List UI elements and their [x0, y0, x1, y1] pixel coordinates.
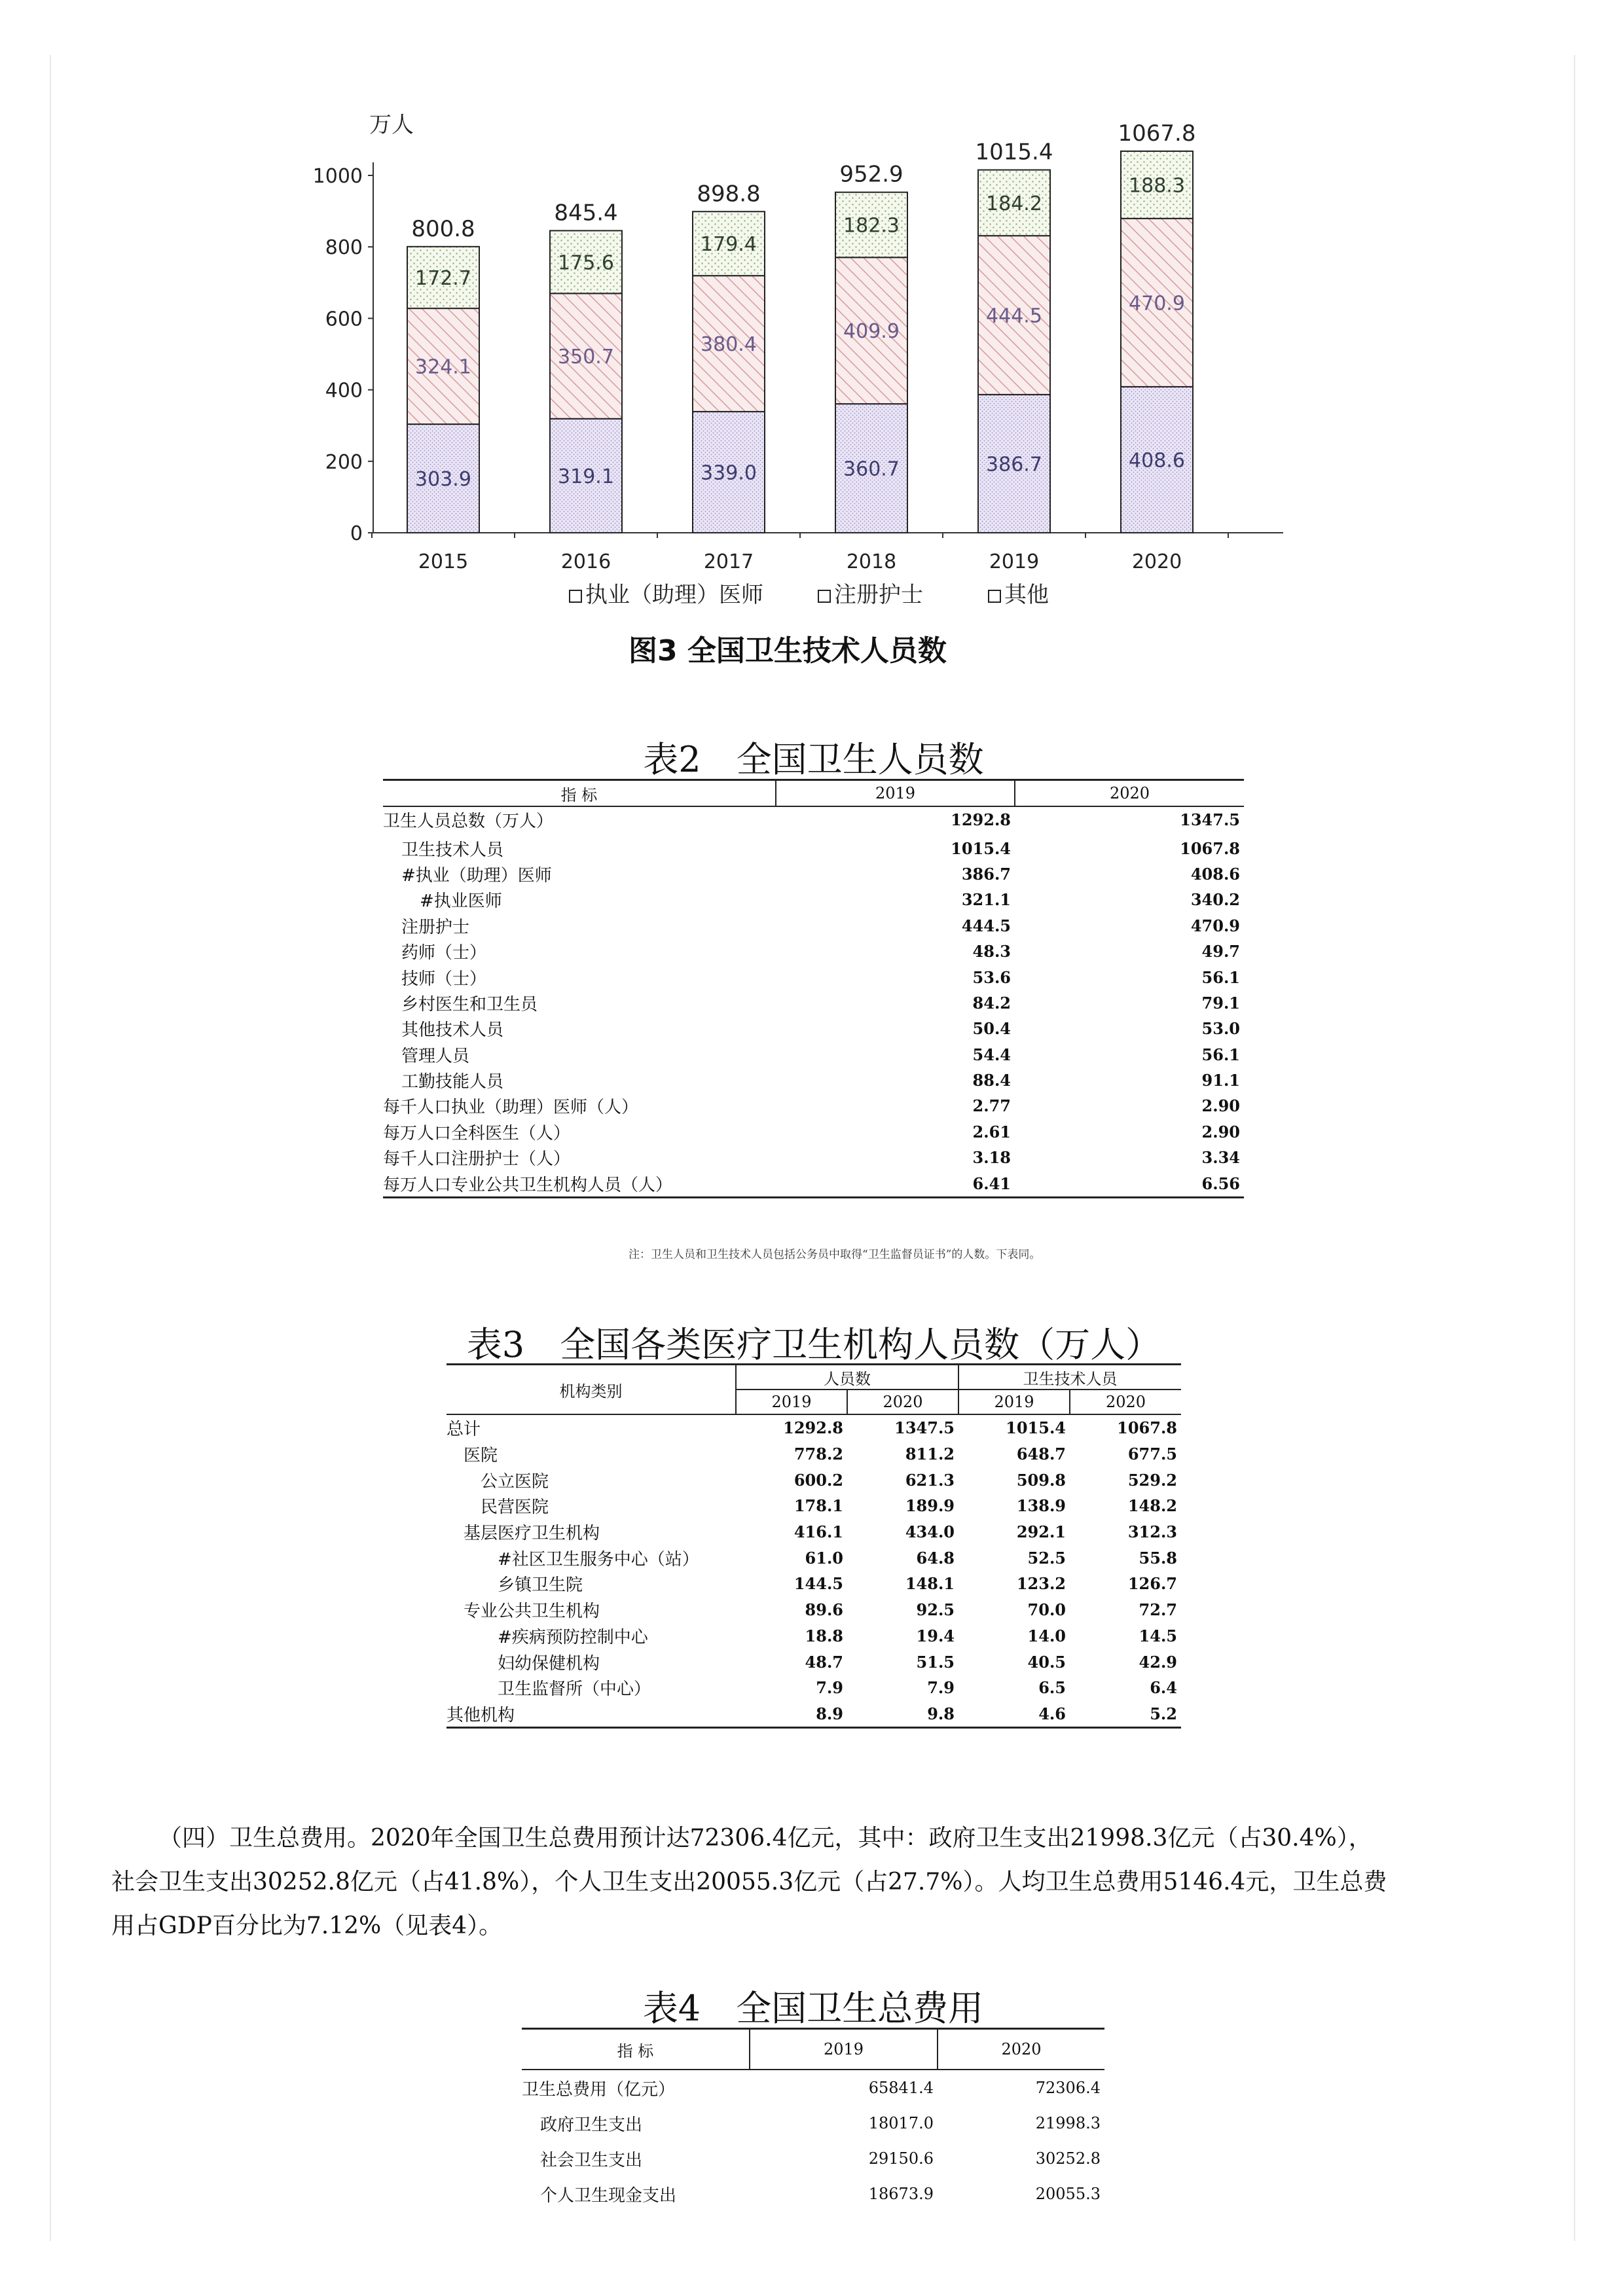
- table3-cell-c: 14.0: [1027, 1626, 1066, 1645]
- table4-row-label: 政府卫生支出: [540, 2115, 643, 2135]
- table3-cell-d: 5.2: [1150, 1704, 1177, 1723]
- table4-row-label: 社会卫生支出: [540, 2150, 643, 2170]
- x-tick-label: 2015: [418, 550, 469, 573]
- table2-row: [383, 1093, 1244, 1119]
- table2-cell-v2019: 1292.8: [951, 810, 1011, 830]
- table3-cell-d: 55.8: [1139, 1548, 1177, 1568]
- table3-cell-b: 64.8: [916, 1548, 955, 1568]
- table2-row: [383, 1145, 1244, 1170]
- y-tick-label: 1000: [312, 165, 363, 188]
- table2-row-label: 每千人口注册护士（人）: [383, 1149, 571, 1170]
- table2-cell-v2019: 2.77: [972, 1096, 1011, 1116]
- table3-cell-b: 148.1: [905, 1574, 955, 1594]
- y-tick-label: 0: [350, 522, 363, 545]
- table3-cell-d: 1067.8: [1117, 1418, 1177, 1438]
- table3-cell-a: 144.5: [793, 1574, 843, 1594]
- table2-cell-v2020: 340.2: [1190, 890, 1240, 910]
- table2-row-label: 药师（士）: [401, 943, 487, 963]
- table3-cell-c: 40.5: [1027, 1652, 1066, 1672]
- x-tick-label: 2019: [989, 550, 1040, 573]
- y-tick-label: 200: [325, 450, 363, 474]
- table4-header-2020: 2020: [938, 2029, 1104, 2070]
- table4-header-indicator: 指 标: [522, 2029, 750, 2070]
- table3-row: [447, 1571, 1181, 1597]
- paragraph-line-2: 社会卫生支出30252.8亿元（占41.8%），个人卫生支出20055.3亿元（占27.7%）。人均卫生总费用5146.4元，卫生总费: [111, 1869, 1387, 1895]
- table3-row-label: 基层医疗卫生机构: [464, 1524, 600, 1544]
- table2-note: 注：卫生人员和卫生技术人员包括公务员中取得“卫生监督员证书”的人数。下表同。: [629, 1248, 1041, 1261]
- table2-row: [383, 1119, 1244, 1145]
- bar-segment-label: 179.4: [701, 233, 757, 257]
- table2-cell-v2020: 1347.5: [1180, 810, 1240, 830]
- table3-cell-b: 7.9: [927, 1678, 955, 1698]
- table2-row: [383, 1170, 1244, 1197]
- y-tick-label: 400: [325, 379, 363, 403]
- table2-row-label: 每千人口执业（助理）医师（人）: [383, 1098, 639, 1118]
- table3-cell-a: 600.2: [793, 1470, 843, 1490]
- table2-row-label: #执业（助理）医师: [401, 865, 552, 886]
- table3-cell-c: 70.0: [1027, 1600, 1066, 1620]
- table3-cell-b: 92.5: [916, 1600, 955, 1620]
- table2-row: [383, 1016, 1244, 1041]
- table3-cell-d: 529.2: [1127, 1470, 1177, 1490]
- table3-header-tech-2020: 2020: [1070, 1390, 1181, 1414]
- table3-row-label: #疾病预防控制中心: [498, 1627, 648, 1647]
- table2-row-label: #执业医师: [420, 891, 502, 912]
- table2-header-2019: 2019: [776, 780, 1015, 807]
- table3-row: [447, 1597, 1181, 1623]
- table3-row: [447, 1623, 1181, 1649]
- table3-title: 表3 全国各类医疗卫生机构人员数（万人）: [466, 1324, 1161, 1365]
- table2-row: [383, 913, 1244, 939]
- table4-cell-v2020: 30252.8: [1035, 2149, 1101, 2168]
- table2-cell-v2019: 88.4: [972, 1071, 1011, 1090]
- table3-cell-a: 7.9: [816, 1678, 843, 1698]
- table3-row: [447, 1414, 1181, 1441]
- table2-row: [383, 861, 1244, 887]
- table3-cell-d: 312.3: [1127, 1522, 1177, 1542]
- table3-row: [447, 1493, 1181, 1519]
- table3-header-tech-staff: 卫生技术人员: [958, 1365, 1181, 1390]
- table3-cell-b: 189.9: [905, 1496, 955, 1516]
- table2-cell-v2020: 470.9: [1190, 916, 1240, 935]
- table3-header-staff-2020: 2020: [847, 1390, 958, 1414]
- table2-cell-v2019: 84.2: [972, 993, 1011, 1013]
- table3-row: [447, 1441, 1181, 1467]
- table2-row: [383, 887, 1244, 912]
- table4-header-2019: 2019: [750, 2029, 938, 2070]
- table2-row: [383, 1067, 1244, 1093]
- legend-label: 执业（助理）医师: [585, 582, 763, 608]
- bar-segment-label: 172.7: [415, 266, 471, 290]
- table3-row-label: 专业公共卫生机构: [464, 1602, 600, 1622]
- table3-row-label: #社区卫生服务中心（站）: [498, 1549, 699, 1570]
- paragraph-line-3: 用占GDP百分比为7.12%（见表4）。: [111, 1912, 503, 1939]
- table4-cell-v2020: 20055.3: [1035, 2185, 1101, 2203]
- table3-cell-b: 9.8: [927, 1704, 955, 1723]
- table3-cell-a: 8.9: [816, 1704, 843, 1723]
- table2-cell-v2020: 6.56: [1201, 1174, 1240, 1193]
- table3-row: [447, 1467, 1181, 1493]
- table2-row: [383, 806, 1244, 833]
- table2-title: 表2 全国卫生人员数: [643, 739, 984, 780]
- bar-segment-label: 380.4: [701, 333, 757, 357]
- table2-cell-v2019: 321.1: [961, 890, 1011, 910]
- bar-total-label: 845.4: [554, 200, 618, 226]
- table3-cell-a: 416.1: [793, 1522, 843, 1542]
- bar-segment-label: 324.1: [415, 355, 471, 379]
- table2-row-label: 其他技术人员: [401, 1020, 504, 1041]
- chart-unit-label: 万人: [369, 112, 414, 138]
- table4-cell-v2019: 65841.4: [868, 2079, 934, 2097]
- legend-swatch: [989, 590, 1000, 602]
- table3-cell-b: 434.0: [905, 1522, 955, 1542]
- table4-cell-v2019: 29150.6: [868, 2149, 934, 2168]
- table3-cell-c: 509.8: [1016, 1470, 1066, 1490]
- bar-segment-label: 188.3: [1129, 174, 1185, 198]
- table3-header-staff-2019: 2019: [736, 1390, 847, 1414]
- table3-row-label: 民营医院: [481, 1498, 549, 1518]
- paragraph-health-expenditure: [111, 1816, 1525, 1948]
- bar-segment-label: 409.9: [843, 320, 900, 344]
- table3-row-label: 医院: [464, 1446, 498, 1466]
- table2-cell-v2019: 1015.4: [951, 838, 1011, 858]
- table2-header-2020: 2020: [1015, 780, 1244, 807]
- table4-row-label: 卫生总费用（亿元）: [522, 2079, 676, 2100]
- table2-row: [383, 939, 1244, 964]
- table2-cell-v2020: 56.1: [1201, 967, 1240, 987]
- page-border-right: [1574, 55, 1575, 2241]
- bar-segment-label: 339.0: [701, 461, 757, 485]
- table2-row: [383, 833, 1244, 861]
- paragraph-line-1: （四）卫生总费用。2020年全国卫生总费用预计达72306.4亿元，其中：政府卫生支出21998.3亿元（占30.4%），: [158, 1825, 1372, 1852]
- bar-segment-label: 470.9: [1129, 292, 1185, 315]
- table4-row: [522, 2070, 1104, 2106]
- table3-header-category: 机构类别: [447, 1365, 736, 1415]
- bar-segment-label: 184.2: [986, 192, 1042, 215]
- table3-cell-c: 292.1: [1016, 1522, 1066, 1542]
- table3-row: [447, 1675, 1181, 1701]
- table3-row-label: 其他机构: [447, 1705, 515, 1725]
- table2-row-label: 工勤技能人员: [401, 1072, 504, 1092]
- x-tick-label: 2018: [846, 550, 897, 573]
- table2-cell-v2019: 48.3: [972, 942, 1011, 961]
- table3-cell-a: 178.1: [793, 1496, 843, 1516]
- table3-cell-c: 123.2: [1016, 1574, 1066, 1594]
- bar-segment-label: 175.6: [558, 251, 614, 275]
- table3-row-label: 卫生监督所（中心）: [498, 1679, 651, 1700]
- x-tick-label: 2017: [703, 550, 754, 573]
- table3-cell-a: 89.6: [805, 1600, 843, 1620]
- bar-total-label: 1015.4: [975, 139, 1053, 166]
- table2-cell-v2020: 3.34: [1201, 1148, 1240, 1168]
- legend-swatch: [570, 590, 581, 602]
- table3-cell-d: 42.9: [1139, 1652, 1177, 1672]
- table2-cell-v2019: 54.4: [972, 1045, 1011, 1064]
- table3-cell-c: 648.7: [1016, 1444, 1066, 1464]
- table2-row-label: 每万人口全科医生（人）: [383, 1123, 571, 1143]
- table3-cell-c: 1015.4: [1006, 1418, 1066, 1438]
- table2-row: [383, 964, 1244, 990]
- bar-segment-label: 303.9: [415, 468, 471, 492]
- table3-cell-b: 621.3: [905, 1470, 955, 1490]
- table2-row: [383, 1042, 1244, 1067]
- table4-cell-v2020: 21998.3: [1035, 2114, 1101, 2132]
- table2-cell-v2020: 1067.8: [1180, 838, 1240, 858]
- table3-cell-b: 1347.5: [894, 1418, 955, 1438]
- y-tick-label: 800: [325, 236, 363, 260]
- chart-bars: [407, 120, 1195, 533]
- table3-cell-a: 18.8: [805, 1626, 843, 1645]
- table2-cell-v2020: 56.1: [1201, 1045, 1240, 1064]
- table2-row-label: 管理人员: [401, 1046, 470, 1066]
- table2-cell-v2019: 2.61: [972, 1122, 1011, 1141]
- figure-title: 图3 全国卫生技术人员数: [629, 634, 947, 668]
- table2-cell-v2020: 79.1: [1201, 993, 1240, 1013]
- table3-cell-c: 4.6: [1038, 1704, 1066, 1723]
- table2: [383, 779, 1244, 1198]
- table2-row-label: 卫生人员总数（万人）: [383, 812, 554, 832]
- table3-cell-d: 14.5: [1139, 1626, 1177, 1645]
- table3-header-tech-2019: 2019: [958, 1390, 1070, 1414]
- table3-cell-d: 677.5: [1127, 1444, 1177, 1464]
- table3-cell-b: 811.2: [905, 1444, 955, 1464]
- table2-cell-v2019: 444.5: [961, 916, 1011, 935]
- bar-segment-label: 444.5: [986, 304, 1042, 328]
- bar-segment-label: 408.6: [1129, 449, 1185, 473]
- table3-cell-c: 6.5: [1038, 1678, 1066, 1698]
- table2-cell-v2019: 386.7: [961, 864, 1011, 884]
- chart-legend: [570, 582, 1049, 608]
- table3-cell-b: 51.5: [916, 1652, 955, 1672]
- bar-total-label: 1067.8: [1118, 120, 1196, 147]
- table2-cell-v2019: 3.18: [972, 1148, 1011, 1168]
- table3-cell-d: 148.2: [1127, 1496, 1177, 1516]
- table2-cell-v2019: 50.4: [972, 1019, 1011, 1039]
- legend-swatch: [818, 590, 830, 602]
- table4-row-label: 个人卫生现金支出: [540, 2185, 677, 2206]
- table3-cell-d: 6.4: [1150, 1678, 1177, 1698]
- page-border-left: [50, 55, 51, 2241]
- table2-cell-v2020: 53.0: [1201, 1019, 1240, 1039]
- bar-total-label: 800.8: [411, 215, 475, 242]
- bar-segment-label: 386.7: [986, 453, 1042, 476]
- table4-row: [522, 2141, 1104, 2176]
- table2-row-label: 注册护士: [401, 917, 470, 937]
- bar-total-label: 898.8: [697, 181, 761, 207]
- table2-cell-v2020: 2.90: [1201, 1096, 1240, 1116]
- table3-cell-d: 126.7: [1127, 1574, 1177, 1594]
- table4-cell-v2019: 18017.0: [868, 2114, 934, 2132]
- bar-segment-label: 350.7: [558, 346, 614, 369]
- table3-cell-a: 48.7: [805, 1652, 843, 1672]
- table3-header-staff: 人员数: [736, 1365, 958, 1390]
- table2-row-label: 技师（士）: [401, 969, 487, 989]
- table2-row-label: 乡村医生和卫生员: [401, 994, 538, 1014]
- y-tick-label: 600: [325, 308, 363, 331]
- table3-cell-a: 61.0: [805, 1548, 843, 1568]
- bar-segment-label: 360.7: [843, 457, 900, 481]
- table2-row: [383, 990, 1244, 1016]
- table3-row-label: 乡镇卫生院: [498, 1575, 583, 1596]
- table3-row: [447, 1519, 1181, 1545]
- table2-cell-v2020: 49.7: [1201, 942, 1240, 961]
- table2-header-indicator: 指 标: [383, 780, 776, 807]
- table4: [522, 2028, 1104, 2212]
- table2-row-label: 卫生技术人员: [401, 840, 504, 860]
- table3-row: [447, 1545, 1181, 1571]
- table4-cell-v2019: 18673.9: [868, 2185, 934, 2203]
- table4-cell-v2020: 72306.4: [1035, 2079, 1101, 2097]
- bar-segment-label: 319.1: [558, 465, 614, 488]
- table3-row: [447, 1649, 1181, 1675]
- table2-cell-v2020: 91.1: [1201, 1071, 1240, 1090]
- table3-row-label: 妇幼保健机构: [498, 1653, 600, 1674]
- table2-cell-v2019: 6.41: [972, 1174, 1011, 1193]
- bar-total-label: 952.9: [839, 161, 903, 188]
- table3: [447, 1363, 1181, 1729]
- table2-cell-v2020: 408.6: [1190, 864, 1240, 884]
- table2-cell-v2019: 53.6: [972, 967, 1011, 987]
- table4-row: [522, 2106, 1104, 2141]
- table3-cell-d: 72.7: [1139, 1600, 1177, 1620]
- table3-cell-b: 19.4: [916, 1626, 955, 1645]
- bar-segment-label: 182.3: [843, 214, 900, 238]
- table3-cell-c: 52.5: [1027, 1548, 1066, 1568]
- table3-cell-c: 138.9: [1016, 1496, 1066, 1516]
- table4-row: [522, 2176, 1104, 2212]
- stacked-bar-chart: [312, 98, 1309, 687]
- legend-label: 注册护士: [834, 582, 923, 608]
- table3-row-label: 公立医院: [481, 1471, 549, 1492]
- legend-label: 其他: [1004, 582, 1049, 608]
- x-tick-label: 2016: [560, 550, 611, 573]
- table3-cell-a: 1292.8: [783, 1418, 843, 1438]
- table3-row: [447, 1701, 1181, 1728]
- table2-cell-v2020: 2.90: [1201, 1122, 1240, 1141]
- table4-title: 表4 全国卫生总费用: [642, 1988, 984, 2029]
- table3-cell-a: 778.2: [793, 1444, 843, 1464]
- table3-row-label: 总计: [447, 1420, 481, 1440]
- table2-row-label: 每万人口专业公共卫生机构人员（人）: [383, 1175, 673, 1195]
- x-tick-label: 2020: [1131, 550, 1182, 573]
